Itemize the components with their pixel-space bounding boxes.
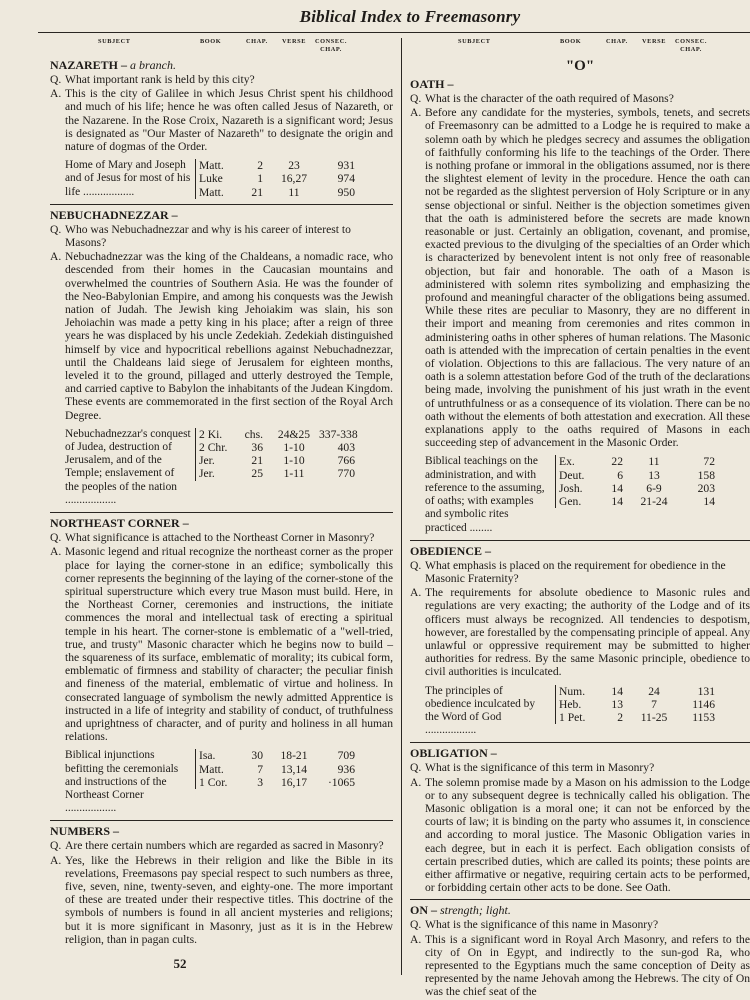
reference-topic: The principles of obedience inculcated by the Word of God .................. <box>425 684 536 737</box>
entry-answer: A. Yes, like the Hebrews in their religion and like the Bible in its revelations, Freemasons pay special respect to such numbers as three, five, seven, nine, twenty-seven, and eighty-one. The more important of these are treated under their respective titles. This doctrine of the symbols of numbers is found in all ancient mysteries and religions; but it is more significant in Masonry, just as it is in the Hebrew religion, than in pagan cults. <box>50 853 393 946</box>
ref-verse: 1-10 <box>283 454 305 468</box>
ref-chapter: 22 <box>611 455 623 469</box>
col-head-book: BOOK <box>200 38 222 45</box>
ref-verse: 1-11 <box>283 467 305 481</box>
ref-chapter: 36 <box>251 441 263 455</box>
ref-chapter: 30 <box>251 749 263 763</box>
ref-chapter: 14 <box>611 495 623 509</box>
entry-nebuchadnezzar <box>50 208 393 507</box>
ref-book: Gen. <box>559 495 582 509</box>
reference-row <box>559 711 715 724</box>
ref-consec: 14 <box>703 495 715 509</box>
col-head-subject: SUBJECT <box>98 38 131 45</box>
reference-row <box>199 763 355 776</box>
ref-chapter: 21 <box>251 454 263 468</box>
ref-chapter: chs. <box>244 427 263 441</box>
entry-term: OBEDIENCE – <box>410 543 492 558</box>
ref-chapter: 3 <box>257 775 263 789</box>
ref-book: Ex. <box>559 455 575 469</box>
reference-row <box>199 749 355 762</box>
ref-consec: 403 <box>337 441 355 455</box>
reference-row <box>559 469 715 482</box>
ref-verse: 11-25 <box>640 710 668 724</box>
col-head-verse: VERSE <box>282 38 306 45</box>
col-head-consec: CONSEC. CHAP. <box>315 38 348 53</box>
entry-separator <box>410 540 750 541</box>
ref-chapter: 7 <box>257 762 263 776</box>
ref-chapter: 13 <box>611 697 623 711</box>
ref-consec: 931 <box>337 159 355 173</box>
column-divider <box>401 38 402 975</box>
entry-separator <box>50 820 393 821</box>
ref-book: Heb. <box>559 697 582 711</box>
ref-verse: 16,17 <box>280 775 308 789</box>
entry-separator <box>410 899 750 900</box>
ref-book: Josh. <box>559 481 583 495</box>
ref-verse: 24 <box>648 684 660 698</box>
reference-row <box>199 172 355 185</box>
reference-topic: Biblical injunctions befitting the ceremonials and instructions of the Northeast Corner .................. <box>65 749 179 815</box>
left-column-header <box>50 38 393 54</box>
reference-block <box>65 428 393 507</box>
entry-question: Q. What is the significance of this name in Masonry? <box>410 918 659 932</box>
ref-book: Isa. <box>199 749 216 763</box>
reference-block <box>65 159 393 199</box>
reference-block <box>425 685 750 738</box>
ref-consec: 974 <box>337 172 355 186</box>
entry-term: NEBUCHADNEZZAR – <box>50 207 178 222</box>
ref-chapter: 14 <box>611 481 623 495</box>
reference-row <box>559 698 715 711</box>
ref-book: 2 Chr. <box>199 441 228 455</box>
ref-consec: 72 <box>703 455 715 469</box>
reference-table <box>555 685 715 725</box>
ref-book: 1 Cor. <box>199 775 228 789</box>
entry-numbers <box>50 824 393 946</box>
entry-separator <box>50 204 393 205</box>
ref-chapter: 2 <box>617 710 623 724</box>
ref-book: Deut. <box>559 468 585 482</box>
ref-verse: 18-21 <box>280 749 308 763</box>
reference-row <box>199 776 355 789</box>
entry-obedience <box>410 544 750 738</box>
ref-consec: 709 <box>337 749 355 763</box>
reference-row <box>199 427 358 441</box>
entry-answer: A. This is a significant word in Royal Arch Masonry, and refers to the city of On in Egypt, and indirectly to the sun-god Ra, who represented to the Egyptians much the same conception of Deity as represented by the name Jehovah among the Hebrews. The city of On was the chief seat of the <box>410 932 750 999</box>
entry-answer: A. The solemn promise made by a Mason on his admission to the Lodge or to any subsequent degree is technically called his obligation. The Masonic obligation is a moral one; it can not be enforced by the courts of law; it is binding on the party who assumes it, in conscience and according to moral justice. The Masonic Obligation varies in each degree, but in each it is perfect. Each obligation consists of certain prescribed duties, which are called its points; these points are either affirmative or negative, requiring certain acts to be performed, or forbidding certain other acts to be done. See Oath. <box>410 775 750 895</box>
entry-separator <box>50 512 393 513</box>
ref-chapter: 6 <box>617 468 623 482</box>
reference-table <box>555 455 715 508</box>
entry-term: NAZARETH – a branch. <box>50 58 177 72</box>
entry-term: OATH – <box>410 77 454 91</box>
ref-book: Matt. <box>199 762 224 776</box>
col-head-book: BOOK <box>560 38 582 45</box>
entry-answer: A. Nebuchadnezzar was the king of the Chaldeans, a nomadic race, who descended from their homes in the Caucasian mountains and overwhelmed the countries of Southern Asia. He was the founder of the Neo-Babylonian Empire, and among his conquests was the Jewish nation of Judah. The Jewish king Jehoiakim was slain, his son Jehoiachin was made a petty king in his place; after a reign of three years he was displaced by his uncle Zedekiah. Zedekiah distinguished himself by vice and hypocritical rebellions against Nebuchadnezzar, until the Chaldeans laid siege of Jerusalem for eighteen months, leveled it to the ground, pillaged and utterly destroyed the Temple, and carried captive to Babylon the inhabitants of the Judean Kingdom. These events are commemorated in the first section of the Royal Arch Degree. <box>50 250 393 422</box>
col-head-consec: CONSEC. CHAP. <box>675 38 708 53</box>
ref-book: Luke <box>199 172 223 186</box>
entry-nazareth <box>50 58 393 199</box>
entry-question: Q. What is the significance of this term in Masonry? <box>410 761 655 775</box>
reference-row <box>199 441 355 454</box>
ref-verse: 7 <box>651 697 657 711</box>
ref-consec: 1146 <box>692 697 715 711</box>
entry-question: Q. Who was Nebuchadnezzar and why is his career of interest to Masons? <box>50 222 351 250</box>
reference-row <box>199 186 355 199</box>
ref-book: Matt. <box>199 185 224 199</box>
reference-topic: Home of Mary and Joseph and of Jesus for most of his life .................. <box>65 159 191 198</box>
ref-book: 1 Pet. <box>559 710 586 724</box>
ref-book: 2 Ki. <box>199 427 223 441</box>
ref-verse: 1-10 <box>283 441 305 455</box>
right-column-header <box>410 38 750 54</box>
ref-verse: 6-9 <box>646 481 662 495</box>
entry-answer: A. Before any candidate for the mysteries, symbols, tenets, and secrets of Freemasonry can be admitted to a Lodge he is required to make a solemn oath by which he pledges secrecy and assumes the obligation of faithfully conforming his life to the teachings of the Order. There is nothing profane or immoral in the obligations assumed, nor is there the slightest element of levity in the procedure. Hence the oath can not be regarded as the slightest perversion of Holy Scripture or in any sense objectional or sinful. Neither is the objection sometimes given that the oath is administered before the secrets are made known reasonable or just. Certainly an obligation, covenant, and promise, exacted previous to the divulging of the specialties of an Order which is characterized by benevolent intent is not only free of reasonable objection, but fair and honorable. The oath of a Mason is administered with solemn rites symbolizing and emphasizing the profound and meaningful character of the obligations being assumed. While these rites are peculiar to Masonry, they are no different in their import and meaning from ceremonies and rites common in administering oaths in other spheres of human relations. The Masonic oath is attended with the imprecation of certain penalties in the event of violation. Objections to this are fallacious. The very nature of an oath is a solemn attestation before God of the truth of the declarations being made, involving the punishment of his just wrath in the event of untruthfulness or as a consequence of its violation. There can be no oath without the elements of both attestation and execration. All these explanations apply to the oaths required of Masons in each succeeding step of advancement in the Masonic Order. <box>410 106 750 450</box>
entry-obligation <box>410 746 750 894</box>
entry-term: NUMBERS – <box>50 824 120 839</box>
reference-block <box>425 455 750 534</box>
entry-term: OBLIGATION – <box>410 746 497 761</box>
ref-consec: 131 <box>697 684 715 698</box>
entry-answer: A. The requirements for absolute obedience to Masonic rules and regulations are very exacting; the authority of the Lodge and of its officers must always be recognized. All tendencies to despotism, however, are forestalled by the compensating principle of appeal. Any unlawful or oppressive requirement may be submitted to higher authorities for redress. By the same Masonic principle, obedience to civil authorities is inculcated. <box>410 586 750 679</box>
entry-term: ON – strength; light. <box>410 903 511 918</box>
ref-chapter: 25 <box>251 467 263 481</box>
reference-table <box>195 159 355 199</box>
reference-row <box>199 454 355 467</box>
ref-chapter: 14 <box>611 684 623 698</box>
ref-book: Jer. <box>199 467 215 481</box>
reference-row <box>559 495 715 508</box>
entry-answer: A. Masonic legend and ritual recognize the northeast corner as the proper place for laying the corner-stone in an edifice; symbolically this corner represents the beginning of the laying of the corner-stone of the spiritual superstructure which every true Mason must build. Here, in the Northeast Corner, ceremonies and instructions, the initiate commences the moral and intellectual task of erecting a spiritual temple in his heart. The corner-stone is emblematic of a "well-tried, true, and trusty" Masonic character which he begins now to build – the squareness of its surface, emblematic of morality; its cubical form, emblematic of firmness and stability of character; the peculiar finish and fineness of the material, emblematic of virtue and holiness. In consecrated language of symbolism the newly admitted Apprentice is instructed in a life of integrity and stability of conduct, of truthfulness and uprightness of character, and of purity and holiness in all human relations. <box>50 545 393 744</box>
reference-table <box>195 749 355 789</box>
ref-consec: 766 <box>337 454 355 468</box>
ref-verse: 23 <box>288 159 300 173</box>
entry-question: Q. Are there certain numbers which are regarded as sacred in Masonry? <box>50 839 384 853</box>
entry-answer: A. This is the city of Galilee in which Jesus Christ spent his childhood and much of his life; hence he was often called Jesus of Nazareth, or the Nazarene. In the Rose Croix, Nazareth is a significant word; Jesus is designated as "Our Master of Nazareth" to designate the origin and nature of dogmas of the Order. <box>50 87 393 154</box>
ref-chapter: 1 <box>257 172 263 186</box>
ref-book: Jer. <box>199 454 215 468</box>
right-column <box>410 38 750 999</box>
reference-row <box>559 685 715 698</box>
ref-verse: 11 <box>288 185 300 199</box>
ref-verse: 16,27 <box>280 172 308 186</box>
ref-book: Matt. <box>199 159 224 173</box>
reference-row <box>199 159 355 172</box>
reference-topic: Biblical teachings on the administration, and with reference to the assuming, of oaths; with examples and symbolic rites practiced ........ <box>425 455 545 534</box>
entry-oath <box>410 77 750 535</box>
entry-question: Q. What significance is attached to the Northeast Corner in Masonry? <box>50 531 375 545</box>
ref-consec: 936 <box>337 762 355 776</box>
ref-consec: 1153 <box>692 710 715 724</box>
ref-verse: 11 <box>648 455 660 469</box>
page-title: Biblical Index to Freemasonry <box>299 7 521 26</box>
entry-question: Q. What important rank is held by this city? <box>50 73 255 86</box>
ref-verse: 21-24 <box>640 495 668 509</box>
entry-northeast-corner <box>50 516 393 815</box>
ref-consec: 770 <box>337 467 355 481</box>
col-head-chap: CHAP. <box>606 38 628 45</box>
ref-chapter: 21 <box>251 185 263 199</box>
page-number: 52 <box>173 956 187 971</box>
entry-term: NORTHEAST CORNER – <box>50 516 189 531</box>
ref-chapter: 2 <box>257 159 263 173</box>
entry-question: Q. What is the character of the oath required of Masons? <box>410 92 674 105</box>
reference-topic: Nebuchadnezzar's conquest of Judea, destruction of Jerusalem, and of the Temple; enslavement of the peoples of the nation .................. <box>65 427 191 506</box>
ref-consec: 950 <box>337 185 355 199</box>
ref-verse: 13,14 <box>280 762 308 776</box>
section-letter: "O" <box>565 58 595 74</box>
entry-separator <box>410 742 750 743</box>
ref-consec: 158 <box>697 468 715 482</box>
col-head-chap: CHAP. <box>246 38 268 45</box>
header-rule <box>38 32 750 33</box>
entry-question: Q. What emphasis is placed on the requirement for obedience in the Masonic Fraternity? <box>410 558 726 585</box>
reference-row <box>559 482 715 495</box>
col-head-verse: VERSE <box>642 38 666 45</box>
ref-verse: 13 <box>648 468 660 482</box>
left-column <box>50 38 393 978</box>
ref-book: Num. <box>559 684 586 698</box>
ref-consec: ·1065 <box>327 775 355 789</box>
ref-consec: 203 <box>697 481 715 495</box>
reference-row <box>559 455 715 468</box>
col-head-subject: SUBJECT <box>458 38 491 45</box>
reference-table <box>195 427 358 481</box>
reference-row <box>199 467 355 480</box>
ref-consec: 337-338 <box>319 427 358 441</box>
ref-verse: 24&25 <box>277 427 311 441</box>
entry-on <box>410 903 750 998</box>
reference-block <box>65 749 393 815</box>
